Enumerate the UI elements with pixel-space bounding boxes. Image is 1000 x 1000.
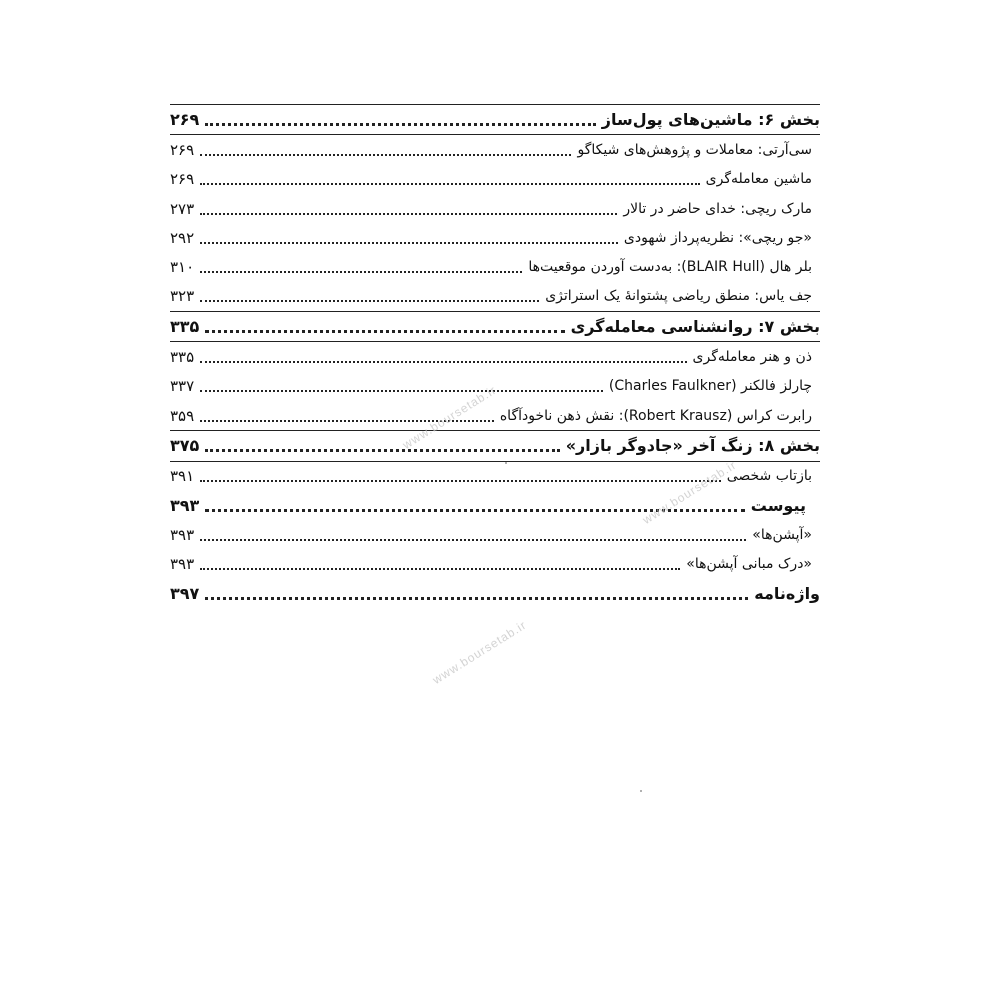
- toc-title: بخش ۸: زنگ آخر «جادوگر بازار»: [565, 436, 820, 456]
- toc-entry: [170, 342, 820, 371]
- scan-speck: [640, 790, 642, 792]
- dot-leader: [205, 330, 564, 333]
- toc-title: بخش ۶: ماشین‌های پول‌ساز: [601, 110, 820, 130]
- toc-page-number: ۲۹۲: [170, 228, 195, 247]
- toc-title: سی‌آرتی: معاملات و پژوهش‌های شیکاگو: [577, 141, 812, 158]
- toc-entry: [170, 252, 820, 281]
- toc-entry: [170, 135, 820, 164]
- toc-title: «آپشن‌ها»: [752, 526, 812, 543]
- dot-leader: [205, 449, 559, 452]
- toc-entry: [170, 401, 820, 430]
- toc-page-number: ۳۹۳: [170, 525, 195, 544]
- toc-page-number: ۳۳۵: [170, 317, 200, 337]
- toc-page-number: ۳۹۳: [170, 555, 195, 574]
- toc-entry: [170, 520, 820, 549]
- toc-title: بازتاب شخصی: [726, 468, 812, 485]
- watermark: www.boursetab.ir: [400, 382, 500, 452]
- toc-title: ذن و هنر معامله‌گری: [692, 349, 812, 366]
- toc-entry: [170, 165, 820, 194]
- toc-section: [170, 431, 820, 460]
- toc-title: رابرت کراس (Robert Krausz): نقش ذهن ناخودآگاه: [499, 407, 812, 424]
- dot-leader: [200, 539, 746, 541]
- dot-leader: [200, 242, 618, 244]
- toc-page-number: ۳۹۳: [170, 496, 200, 515]
- toc-page-number: ۲۶۹: [170, 140, 195, 159]
- toc-page-number: ۳۷۵: [170, 436, 200, 456]
- dot-leader: [200, 300, 539, 302]
- toc-page-number: ۳۳۵: [170, 348, 195, 367]
- toc-title: چارلز فالکنر (Charles Faulkner): [608, 378, 812, 395]
- toc-title: جف یاس: منطق ریاضی پشتوانهٔ یک استراتژی: [545, 288, 812, 305]
- toc-section: [170, 579, 820, 608]
- toc-page-number: ۲۶۹: [170, 110, 200, 130]
- table-of-contents: [170, 104, 820, 608]
- dot-leader: [200, 183, 699, 185]
- toc-entry: [170, 282, 820, 311]
- toc-entry: [170, 194, 820, 223]
- dot-leader: [205, 597, 748, 600]
- watermark: www.boursetab.ir: [430, 617, 530, 687]
- toc-title: بلر هال (BLAIR Hull): به‌دست آوردن موقعیت‌ها: [528, 259, 812, 276]
- toc-title: مارک ریچی: خدای حاضر در تالار: [623, 200, 812, 217]
- toc-title: «جو ریچی»: نظریه‌پرداز شهودی: [623, 229, 812, 246]
- toc-title: ماشین معامله‌گری: [705, 171, 812, 188]
- toc-title: بخش ۷: روانشناسی معامله‌گری: [570, 317, 820, 337]
- toc-page-number: ۳۹۷: [170, 583, 200, 603]
- dot-leader: [200, 271, 522, 273]
- dot-leader: [205, 123, 595, 126]
- scan-speck: [505, 462, 507, 464]
- toc-page-number: ۳۹۱: [170, 467, 195, 486]
- toc-page-number: ۳۳۷: [170, 377, 195, 396]
- toc-page-number: ۳۱۰: [170, 258, 195, 277]
- toc-page-number: ۳۵۹: [170, 406, 195, 425]
- toc-section: [170, 105, 820, 134]
- toc-page-number: ۲۷۳: [170, 199, 195, 218]
- watermark: www.boursetab.ir: [640, 457, 740, 527]
- dot-leader: [200, 154, 571, 156]
- toc-page-number: ۳۲۳: [170, 287, 195, 306]
- toc-section: [170, 312, 820, 341]
- dot-leader: [200, 480, 721, 482]
- dot-leader: [200, 361, 686, 363]
- toc-title: «درک مبانی آپشن‌ها»: [686, 556, 812, 573]
- toc-entry: [170, 223, 820, 252]
- dot-leader: [200, 390, 603, 392]
- dot-leader: [200, 568, 680, 570]
- toc-entry: [170, 549, 820, 578]
- dot-leader: [200, 213, 617, 215]
- toc-title: واژه‌نامه: [754, 583, 820, 603]
- toc-section: [170, 491, 820, 520]
- toc-title: پیوست: [750, 496, 806, 515]
- toc-page-number: ۲۶۹: [170, 170, 195, 189]
